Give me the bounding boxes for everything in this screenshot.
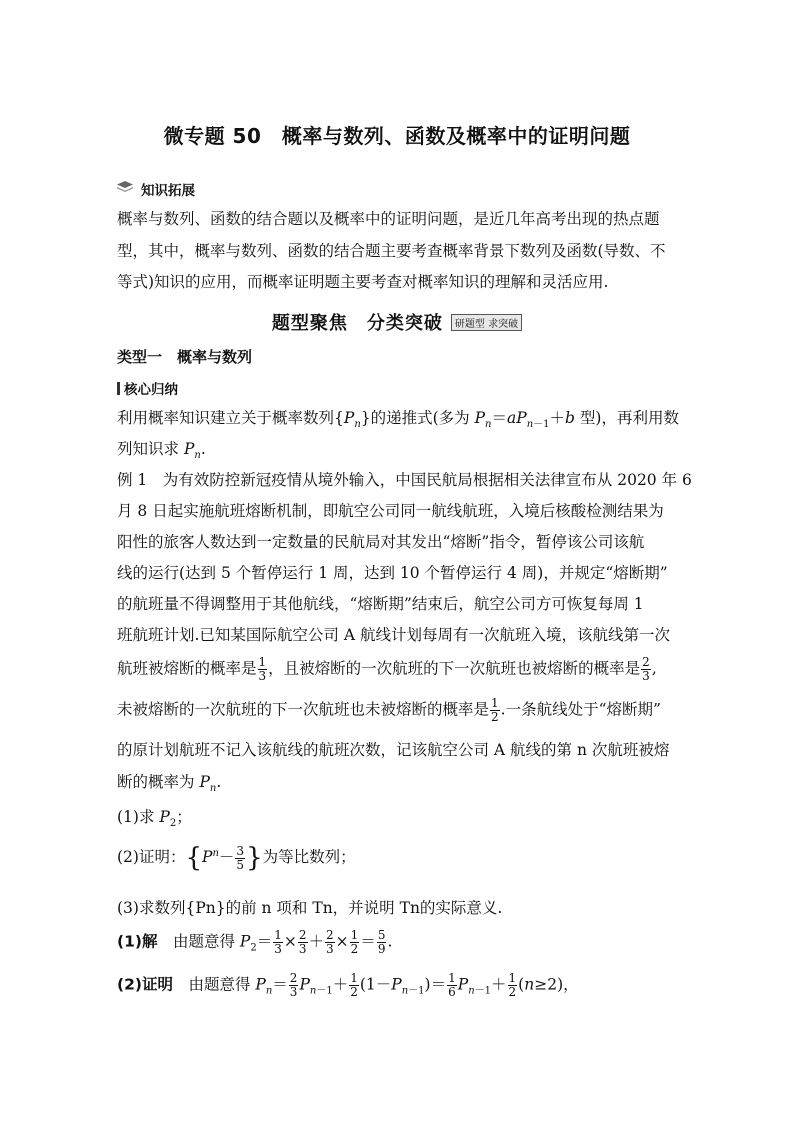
fraction: $\frac{2}{3}$ [326,928,334,956]
knowledge-line: 等式)知识的应用，而概率证明题主要考查对概率知识的理解和灵活应用. [117,273,609,291]
fraction: $\frac{1}{2}$ [350,971,358,999]
question-text: (2)证明： [117,848,186,866]
example-line: 线的运行(达到 5 个暂停运行 1 周，达到 10 个暂停运行 4 周)，并规定“熔断期” [117,564,668,582]
summary-text: 利用概率知识建立关于概率数列{ [117,409,344,427]
knowledge-line: 概率与数列、函数的结合题以及概率中的证明问题，是近几年高考出现的热点题 [117,210,660,228]
question-2: (2)证明：{$P^n-$ $\frac{3}{5}$ }为等比数列； [117,843,356,873]
fraction: $\frac{1}{6}$ [448,971,456,999]
solution-1: (1)解 由题意得 $P_2=$ $\frac{1}{3}$ × $\frac{2}{3}$ ＋ $\frac{2}{3}$ × $\frac{1}{2}$ ＝ $\frac{5}{9}$ . [117,928,393,956]
solution-text: 由题意得 [157,932,240,951]
example-text: 断的概率为 [117,773,200,791]
example-line: 阳性的旅客人数达到一定数量的民航局对其发出“熔断”指令，暂停该公司该航 [117,533,645,551]
question-1: (1)求 $P_2$； [117,808,192,830]
summary-line-2: 列知识求 $P_n$. [117,440,206,462]
example-line-8 [117,697,661,724]
example-line: 的原计划航班不记入该航线的航班次数，记该航空公司 A 航线的第 n 次航班被熔 [117,741,670,759]
fraction: $\frac{1}{2}$ [491,696,499,724]
solution-text: 由题意得 [172,975,256,994]
fraction: $\frac{2}{3}$ [298,928,307,956]
layers-icon [117,181,133,193]
page-title: 微专题 50 概率与数列、函数及概率中的证明问题 [163,124,631,148]
summary-heading-text: 核心归纳 [124,382,178,398]
summary-line-1: 利用概率知识建立关于概率数列$\{P_n\}$的递推式(多为 $P_n=aP_{n-1}+b$ 型)，再利用数 [117,409,679,431]
fraction: $\frac{5}{9}$ [377,928,386,956]
fraction: $\frac{1}{2}$ [508,971,517,999]
solution-label: (2)证明 [117,975,173,994]
fraction: $\frac{1}{3}$ [274,928,282,956]
section-heading-text: 题型聚焦 分类突破 [271,313,443,334]
section-heading [0,309,794,335]
fraction: $\frac{1}{2}$ [350,928,359,956]
knowledge-line: 型，其中，概率与数列、函数的结合题主要考查概率背景下数列及函数(导数、不 [117,242,666,260]
solution-2: (2)证明 由题意得 $P_n=$ $\frac{2}{3}$ $P_{n-1}+$ $\frac{1}{2}$ $(1-P_{n-1})=$ $\frac{1}{6}$ $P_{n-1}+$ $\frac{1}{2}$ (n≥2)， [117,971,579,999]
summary-text: 列知识求 [117,440,184,458]
fraction: $\frac{2}{3}$ [289,971,298,999]
fraction: $\frac{1}{3}$ [258,655,267,683]
type-heading: 类型一 概率与数列 [117,348,253,366]
summary-text: }的递推式(多为 [360,409,475,427]
example-line: 例 1 为有效防控新冠疫情从境外输入，中国民航局根据相关法律宣布从 2020 年 6 [117,471,692,489]
question-text: 为等比数列； [262,848,356,866]
fraction: $\frac{3}{5}$ [236,843,245,872]
knowledge-heading: 知识拓展 [141,183,195,199]
question-text: (1)求 [117,808,160,826]
section-badge: 研题型 求突破 [451,314,522,331]
question-3: (3)求数列{Pn}的前 n 项和 Tn，并说明 Tn的实际意义. [117,899,503,917]
bar-icon [117,382,120,395]
example-line: 班航班计划.已知某国际航空公司 A 航线计划每周有一次航班入境，该航线第一次 [117,626,670,644]
example-text: ，且被熔断的一次航班的下一次航班也被熔断的概率是 [268,659,641,678]
solution-label: (1)解 [117,932,158,951]
example-line-7: 航班被熔断的概率是 $\frac{1}{3}$ ，且被熔断的一次航班的下一次航班也被熔断的概率是 $\frac{2}{3}$ , [117,655,657,683]
example-line: 月 8 日起实施航班熔断机制，即航空公司同一航线航班，入境后核酸检测结果为 [117,502,664,520]
example-text: .一条航线处于“熔断期” [500,700,661,719]
example-text: 未被熔断的一次航班的下一次航班也未被熔断的概率是 [117,700,490,719]
fraction: $\frac{2}{3}$ [642,655,650,683]
example-line: 的航班量不得调整用于其他航线，“熔断期”结束后，航空公司方可恢复每周 1 [117,595,644,613]
example-text: 航班被熔断的概率是 [117,659,257,678]
example-line-10: 断的概率为 $P_n$. [117,773,222,795]
summary-heading [117,378,178,398]
summary-text: 型)，再利用数 [574,409,679,427]
